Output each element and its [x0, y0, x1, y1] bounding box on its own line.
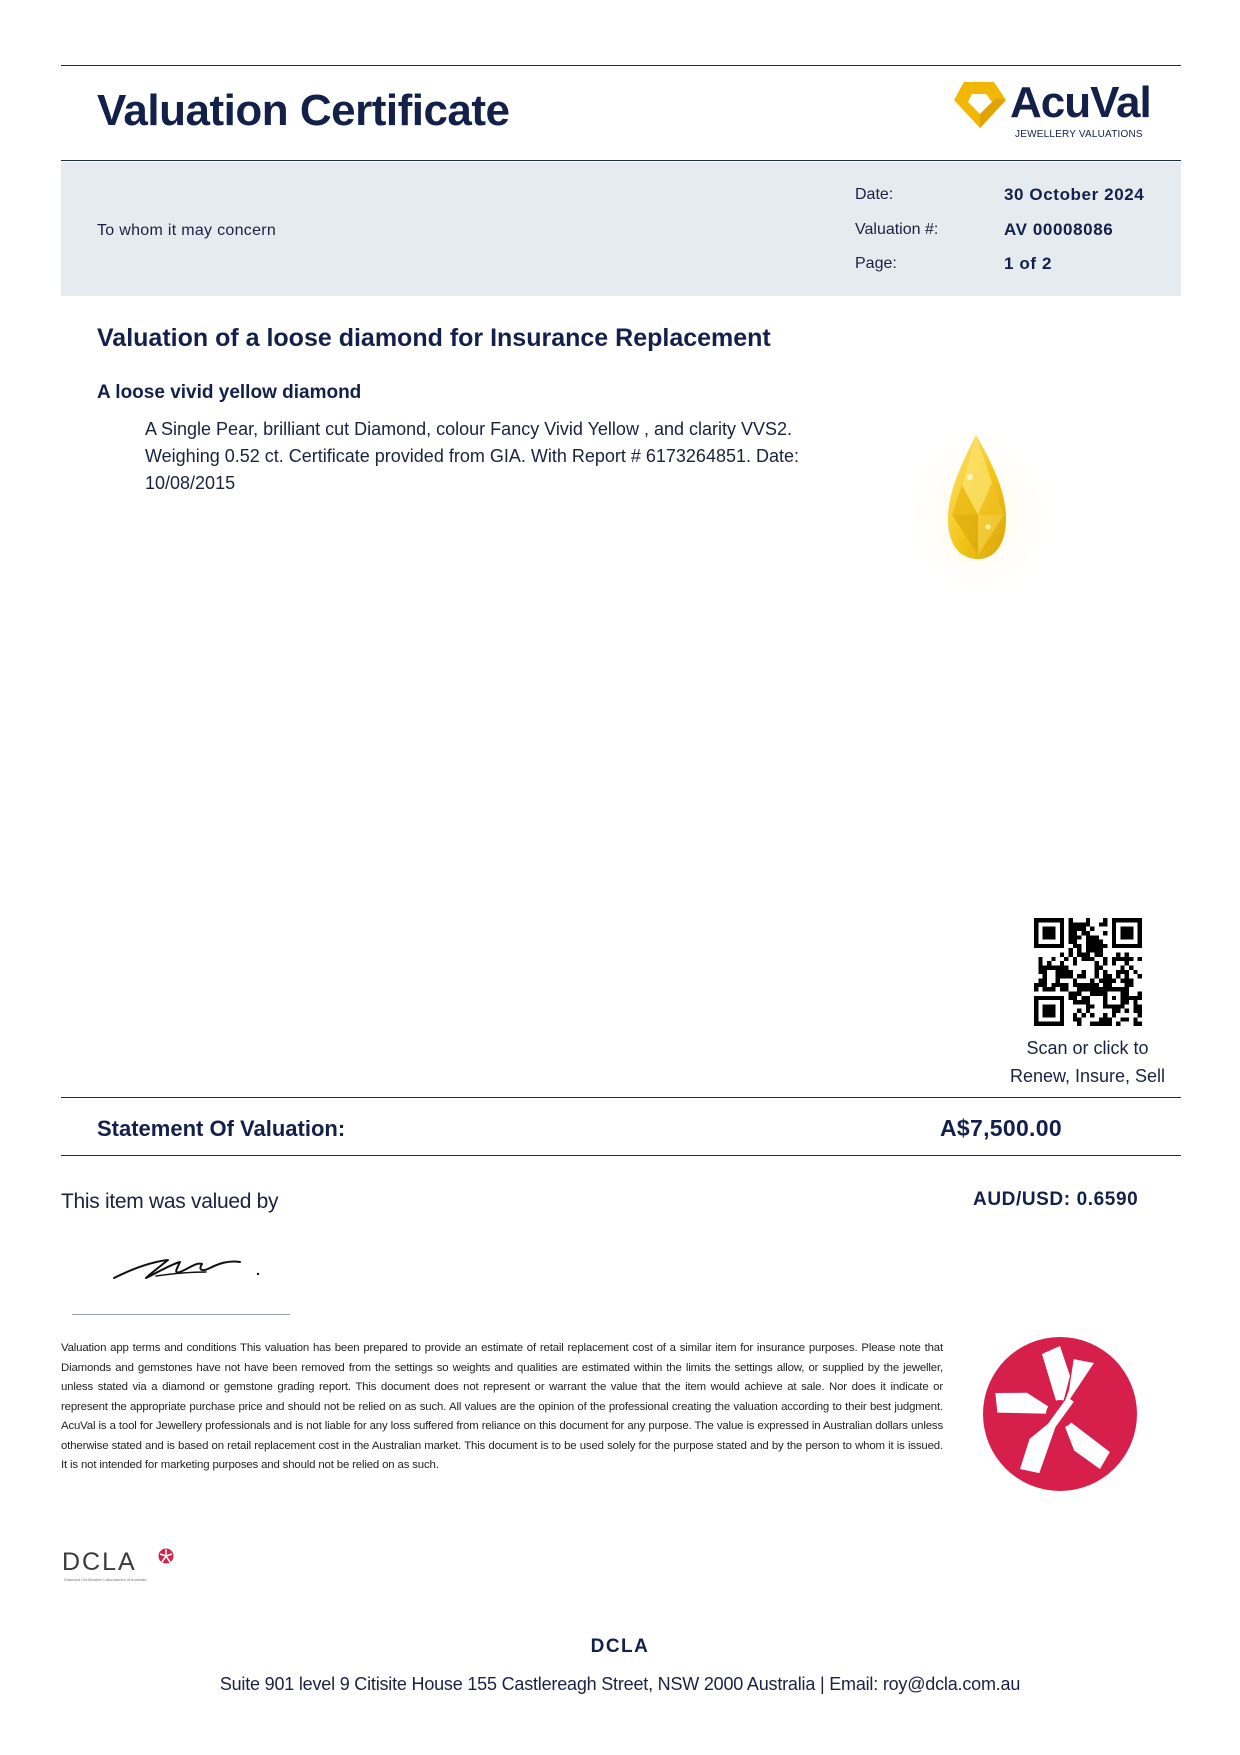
statement-value: A$7,500.00 [940, 1115, 1062, 1141]
qr-code[interactable] [1034, 918, 1142, 1026]
qr-caption-line1: Scan or click to [1026, 1038, 1149, 1058]
dcla-logo-tagline: Diamond Certification Laboratories of Australia [64, 1577, 147, 1582]
statement-top-rule [61, 1097, 1181, 1098]
date-value: 30 October 2024 [1004, 185, 1145, 204]
valued-by-text: This item was valued by [61, 1190, 279, 1213]
header-rule [61, 160, 1181, 161]
section-heading: Valuation of a loose diamond for Insurance Replacement [97, 324, 771, 352]
top-rule [61, 65, 1181, 66]
dcla-logo-word: DCLA [62, 1548, 137, 1576]
footer-address: Suite 901 level 9 Citisite House 155 Castlereagh Street, NSW 2000 Australia | Email: roy@dcla.com.au [219, 1674, 1021, 1694]
valuation-number-label: Valuation #: [855, 221, 939, 238]
footer-company: DCLA [590, 1636, 650, 1657]
acuval-logo-tagline: JEWELLERY VALUATIONS [1015, 129, 1143, 140]
acuval-logo-word: AcuVal [1010, 78, 1151, 127]
page-value: 1 of 2 [1004, 254, 1053, 273]
qr-caption-line2: Renew, Insure, Sell [1009, 1066, 1166, 1086]
page-label: Page: [855, 255, 897, 272]
terms-text: Valuation app terms and conditions This valuation has been prepared to provide an estimate of retail replacement cost of a similar item for insurance purposes. Please note that Diamonds and gemstones have not have been removed from the settings so weights and qualities are estimated within the limits the settings allow, or supplied by the jeweller, unless stated via a diamond or gemstone grading report. This document does not represent or warrant the value that the item would achieve at sale. Nor does it indicate or represent the appropriate purchase price and should not be relied on as such. All values are the opinion of the professional creating the valuation according to their best judgment. AcuVal is a tool for Jewellery professionals and is not liable for any loss suffered from reliance on this document for any purpose. The value is expressed in Australian dollars unless otherwise stated and is based on retail replacement cost in the Australian market. This document is to be used solely for the purpose stated and by the person to whom it is issued. It is not intended for marketing purposes and should not be relied on as such. [61, 1342, 943, 1471]
recipient-text: To whom it may concern [97, 222, 277, 239]
item-description: A Single Pear, brilliant cut Diamond, colour Fancy Vivid Yellow , and clarity VVS2. Weighing 0.52 ct. Certificate provided from GIA. With Report # 6173264851. Date: 10/08/2015 [145, 419, 800, 493]
diamond-image [900, 415, 1080, 610]
page-title: Valuation Certificate [97, 86, 510, 135]
dcla-logo [62, 1548, 182, 1584]
acuval-logo [950, 78, 1160, 146]
acuval-logo-icon [950, 80, 1008, 130]
signature [110, 1248, 270, 1288]
statement-bottom-rule [61, 1155, 1181, 1156]
statement-label: Statement Of Valuation: [97, 1116, 346, 1141]
dcla-seal-icon [982, 1336, 1138, 1492]
valuation-number-value: AV 00008086 [1004, 220, 1114, 239]
dcla-logo-mark-icon [158, 1548, 174, 1564]
qr-caption [995, 1034, 1180, 1090]
signature-line [72, 1314, 290, 1315]
date-label: Date: [855, 186, 894, 203]
item-title: A loose vivid yellow diamond [97, 382, 362, 403]
exchange-rate: AUD/USD: 0.6590 [973, 1189, 1139, 1210]
